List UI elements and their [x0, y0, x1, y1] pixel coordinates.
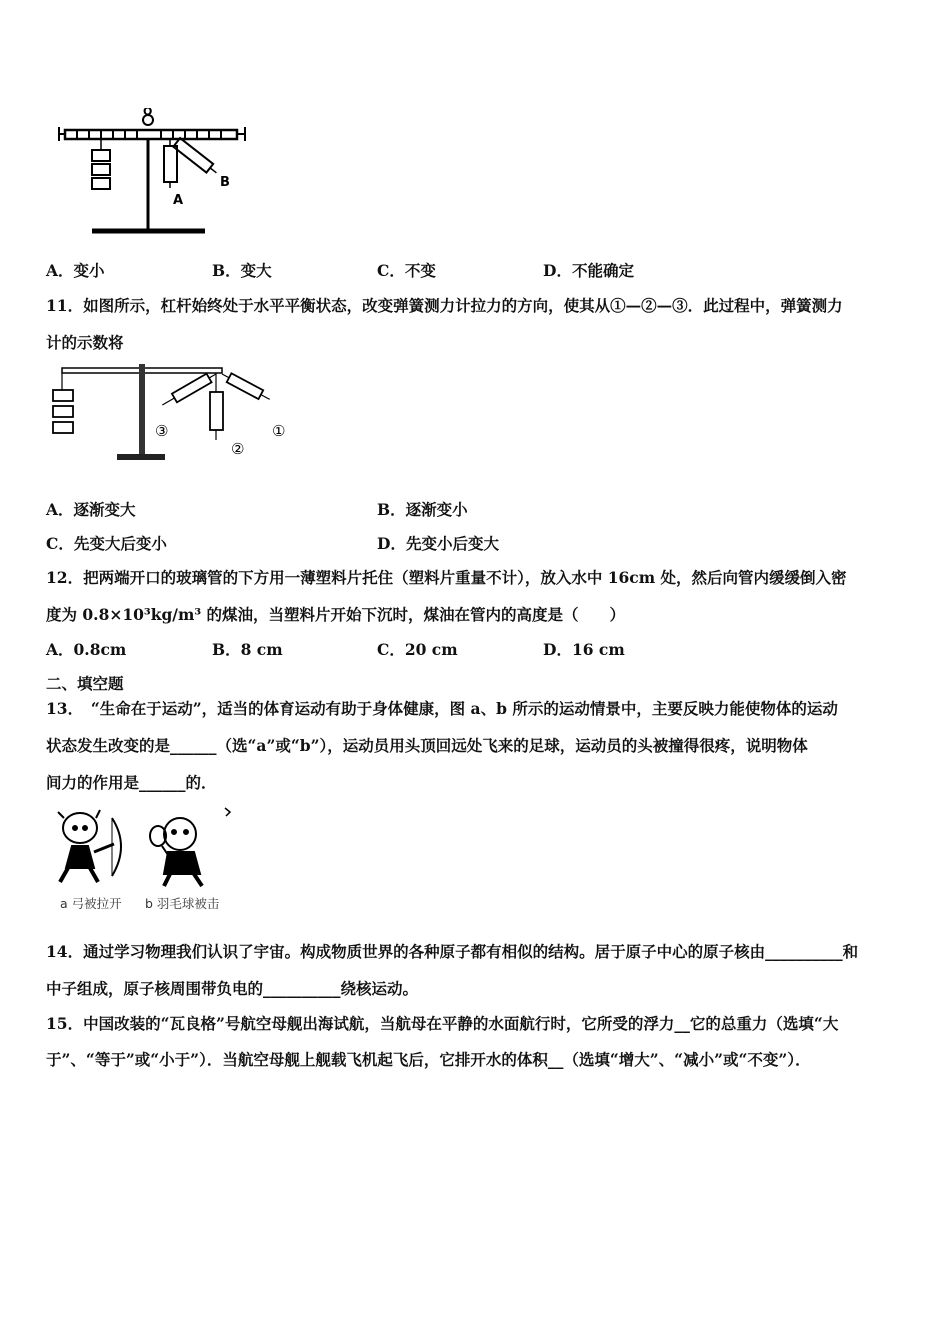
q15-text-line2: 于”、“等于”或“小于”）．当航空母舰上舰载飞机起飞后，它排开水的体积__（选填“增大”、“减小”或“不变”）． — [46, 1050, 811, 1069]
caption-b: b 羽毛球被击 — [145, 896, 220, 911]
q13-text-line2: 状态发生改变的是______（选“a”或“b”），运动员用头顶回远处飞来的足球，运动员的头被撞得很疼，说明物体 — [46, 736, 808, 755]
q13-text-line1: 13． “生命在于运动”，适当的体育运动有助于身体健康，图 a、b 所示的运动情景中，主要反映力能使物体的运动 — [46, 699, 838, 718]
q11-option-a: A．逐渐变大 — [46, 500, 136, 519]
badminton-illustration — [150, 808, 230, 886]
lever-figure-q11 — [50, 362, 298, 464]
q11-text-line1: 11．如图所示，杠杆始终处于水平平衡状态，改变弹簧测力计拉力的方向，使其从①—②—③．此过程中，弹簧测力 — [46, 296, 843, 315]
label-circle-1: ① — [272, 422, 286, 440]
label-a: A — [173, 193, 184, 208]
lever-diagram-q11 — [50, 362, 298, 464]
label-b: B — [220, 175, 230, 190]
q12-option-d: D．16 cm — [543, 640, 625, 659]
q12-text-line1: 12．把两端开口的玻璃管的下方用一薄塑料片托住（塑料片重量不计），放入水中 16cm 处，然后向管内缓缓倒入密 — [46, 568, 847, 587]
q11-option-d: D．先变小后变大 — [377, 534, 499, 553]
q10-option-c: C．不变 — [377, 261, 436, 280]
q13-text-line3: 间力的作用是______的． — [46, 773, 217, 792]
q12-option-b: B．8 cm — [212, 640, 283, 659]
label-circle-2: ② — [231, 440, 245, 458]
q11-text-line2: 计的示数将 — [46, 333, 124, 352]
q14-text-line2: 中子组成，原子核周围带负电的__________绕核运动。 — [46, 979, 419, 998]
q11-option-c: C．先变大后变小 — [46, 534, 167, 553]
q14-text-line1: 14．通过学习物理我们认识了宇宙。构成物质世界的各种原子都有相似的结构。居于原子中心的原子核由__________和 — [46, 942, 859, 961]
label-circle-3: ③ — [155, 422, 169, 440]
lever-diagram-q10 — [55, 108, 255, 243]
sports-drawing-q13 — [50, 806, 250, 896]
q12-option-c: C．20 cm — [377, 640, 458, 659]
archer-illustration — [58, 810, 121, 882]
caption-a: a 弓被拉开 — [60, 896, 122, 911]
q15-text-line1: 15．中国改装的“瓦良格”号航空母舰出海试航，当航母在平静的水面航行时，它所受的浮力__它的总重力（选填“大 — [46, 1014, 839, 1033]
lever-figure-q10 — [55, 108, 255, 243]
q10-option-b: B．变大 — [212, 261, 272, 280]
section-title-fill-in: 二、填空题 — [46, 674, 124, 693]
sports-figure-q13 — [50, 806, 250, 916]
q10-option-d: D．不能确定 — [543, 261, 634, 280]
q10-option-a: A．变小 — [46, 261, 105, 280]
q12-text-line2: 度为 0.8×10³kg/m³ 的煤油，当塑料片开始下沉时，煤油在管内的高度是（ ） — [46, 605, 626, 624]
q12-option-a: A．0.8cm — [46, 640, 127, 659]
label-o: O — [143, 108, 153, 118]
q11-option-b: B．逐渐变小 — [377, 500, 468, 519]
